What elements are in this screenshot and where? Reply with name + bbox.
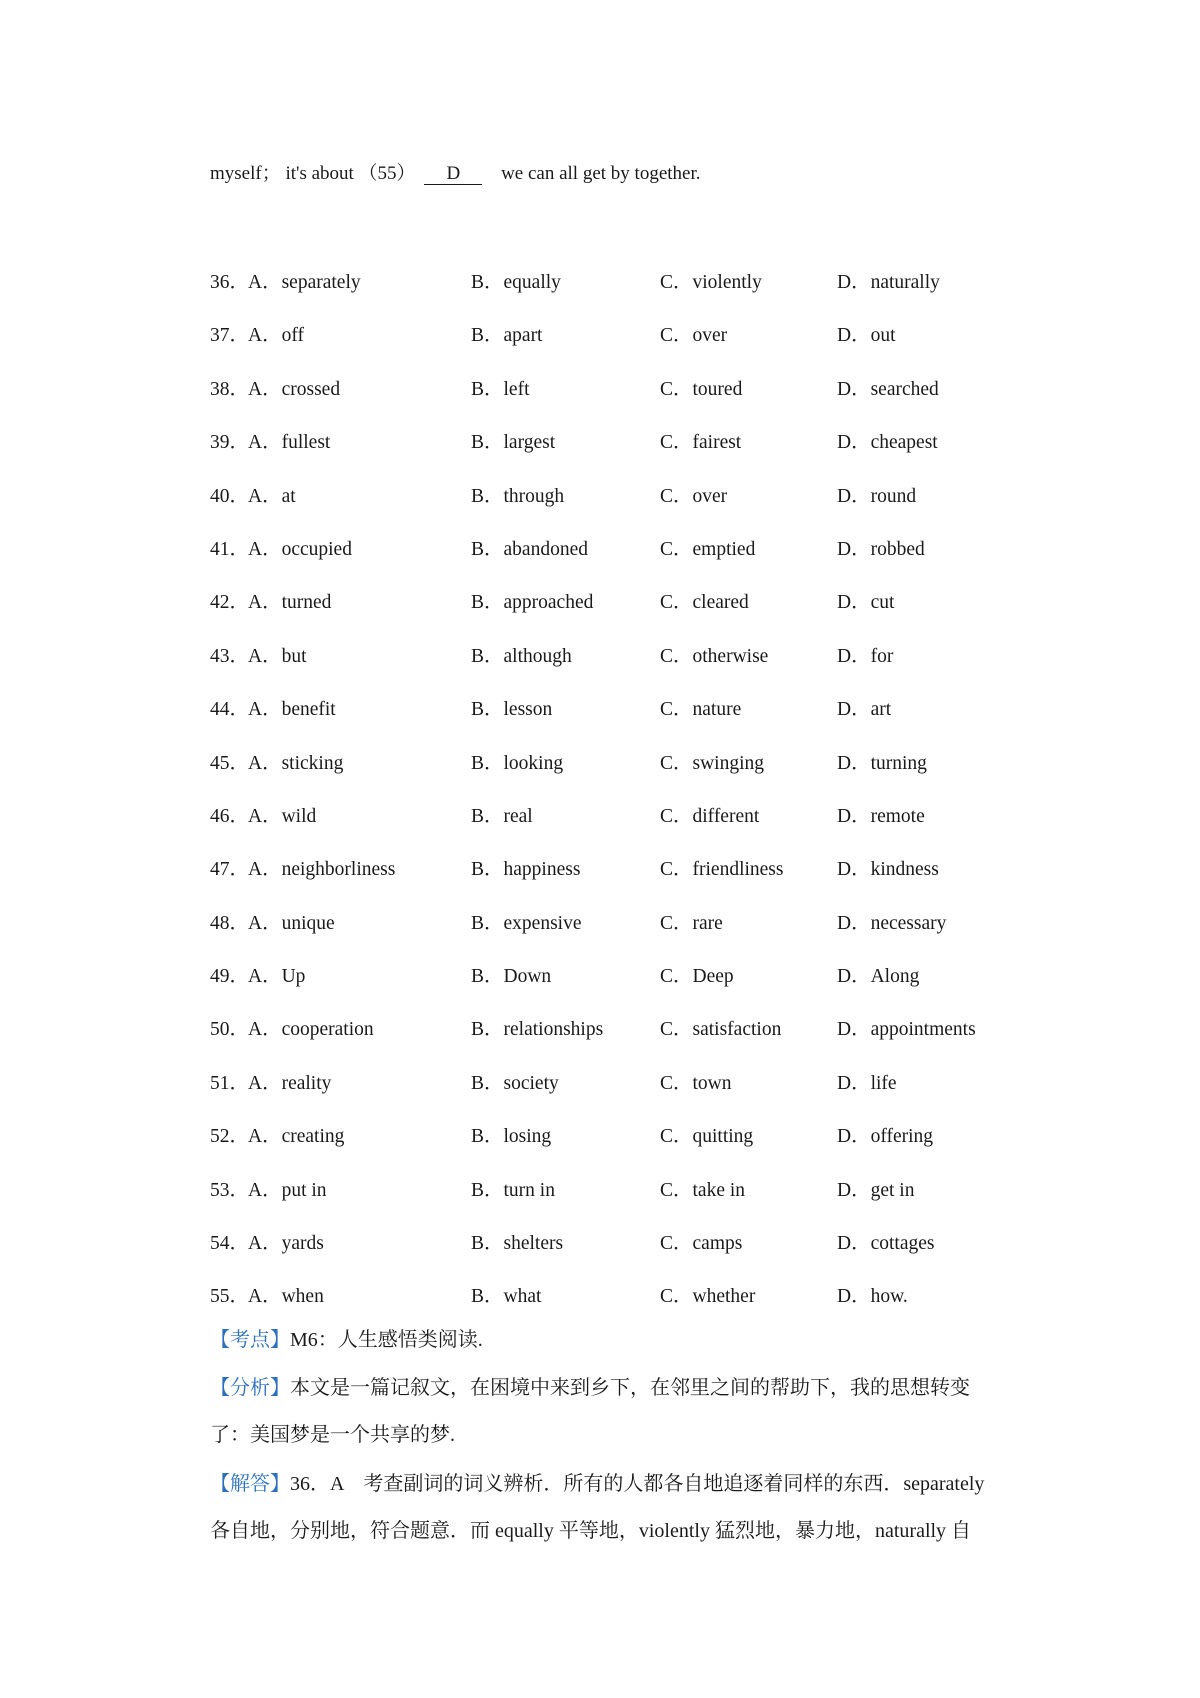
option-b: B．society	[471, 1072, 559, 1094]
question-number: 55．	[210, 1286, 250, 1308]
fenxi-line-1: 本文是一篇记叙文，在困境中来到乡下，在邻里之间的帮助下，我的思想转变	[290, 1377, 970, 1399]
option-b: B．turn in	[471, 1179, 555, 1201]
jieda-line-2: 各自地，分别地，符合题意．而 equally 平等地，violently 猛烈地，暴力地，naturally 自	[210, 1520, 972, 1542]
option-d: D．how.	[837, 1286, 908, 1308]
option-a: A．put in	[248, 1179, 327, 1201]
option-a: A．occupied	[248, 538, 352, 560]
option-b: B．looking	[471, 752, 564, 774]
fenxi-line-2: 了：美国梦是一个共享的梦.	[210, 1424, 455, 1446]
option-b: B．largest	[471, 432, 556, 454]
option-c: C．different	[660, 805, 760, 827]
option-c: C．quitting	[660, 1126, 754, 1148]
option-c: C．over	[660, 485, 728, 507]
option-b: B．Down	[471, 966, 552, 988]
option-d: D．cheapest	[837, 432, 938, 454]
option-d: D．robbed	[837, 538, 925, 560]
jieda-tag: 【解答】	[210, 1473, 290, 1495]
option-c: C．whether	[660, 1286, 756, 1308]
option-a: A．wild	[248, 805, 317, 827]
option-b: B．abandoned	[471, 538, 588, 560]
kaodian-tag: 【考点】	[210, 1329, 290, 1351]
question-number: 45．	[210, 752, 250, 774]
option-d: D．Along	[837, 966, 920, 988]
option-d: D．out	[837, 325, 896, 347]
option-a: A．off	[248, 325, 304, 347]
option-b: B．what	[471, 1286, 542, 1308]
option-c: C．town	[660, 1072, 732, 1094]
kaodian-section	[210, 1317, 1030, 1364]
question-number: 54．	[210, 1233, 250, 1255]
option-c: C．rare	[660, 912, 723, 934]
passage-text-prefix: myself； it's about （55）	[210, 163, 416, 184]
question-number: 48．	[210, 912, 250, 934]
option-d: D．offering	[837, 1126, 934, 1148]
question-number: 39．	[210, 432, 250, 454]
option-c: C．camps	[660, 1233, 743, 1255]
option-c: C．nature	[660, 699, 742, 721]
option-a: A．turned	[248, 592, 332, 614]
option-b: B．apart	[471, 325, 543, 347]
option-d: D．searched	[837, 378, 939, 400]
option-a: A．sticking	[248, 752, 344, 774]
option-a: A．Up	[248, 966, 306, 988]
option-d: D．cottages	[837, 1233, 935, 1255]
question-number: 47．	[210, 859, 250, 881]
question-number: 38．	[210, 378, 250, 400]
question-number: 50．	[210, 1019, 250, 1041]
passage-text-suffix: we can all get by together.	[501, 163, 701, 184]
option-c: C．over	[660, 325, 728, 347]
option-b: B．through	[471, 485, 565, 507]
option-d: D．art	[837, 699, 892, 721]
option-d: D．naturally	[837, 272, 940, 293]
option-a: A．crossed	[248, 378, 341, 400]
option-a: A．when	[248, 1286, 324, 1308]
option-b: B．shelters	[471, 1233, 564, 1255]
question-number: 42．	[210, 592, 250, 614]
option-d: D．round	[837, 485, 917, 507]
option-d: D．for	[837, 645, 894, 667]
option-d: D．kindness	[837, 859, 939, 881]
question-number: 36．	[210, 272, 250, 293]
option-c: C．fairest	[660, 432, 742, 454]
question-number: 43．	[210, 645, 250, 667]
option-c: C．friendliness	[660, 859, 784, 881]
option-c: C．emptied	[660, 538, 756, 560]
option-d: D．appointments	[837, 1019, 976, 1041]
question-number: 52．	[210, 1126, 250, 1148]
question-number: 49．	[210, 966, 250, 988]
option-a: A．creating	[248, 1126, 345, 1148]
option-b: B．losing	[471, 1126, 552, 1148]
question-number: 40．	[210, 485, 250, 507]
question-number: 46．	[210, 805, 250, 827]
option-a: A．fullest	[248, 432, 331, 454]
option-c: C．toured	[660, 378, 743, 400]
option-d: D．cut	[837, 592, 895, 614]
option-a: A．cooperation	[248, 1019, 374, 1041]
question-number: 44．	[210, 699, 250, 721]
option-c: C．otherwise	[660, 645, 769, 667]
option-c: C．Deep	[660, 966, 734, 988]
question-number: 37．	[210, 325, 250, 347]
option-c: C．swinging	[660, 752, 765, 774]
option-b: B．happiness	[471, 859, 581, 881]
option-b: B．left	[471, 378, 530, 400]
fenxi-section	[210, 1365, 1030, 1459]
option-a: A．reality	[248, 1072, 332, 1094]
option-a: A．neighborliness	[248, 859, 396, 881]
question-number: 51．	[210, 1072, 250, 1094]
option-d: D．life	[837, 1072, 897, 1094]
option-b: B．lesson	[471, 699, 553, 721]
option-b: B．although	[471, 645, 572, 667]
answer-blank-55: D	[424, 164, 482, 185]
option-a: A．benefit	[248, 699, 336, 721]
option-b: B．equally	[471, 272, 561, 293]
option-d: D．get in	[837, 1179, 915, 1201]
option-a: A．at	[248, 485, 296, 507]
option-b: B．real	[471, 805, 533, 827]
option-d: D．turning	[837, 752, 927, 774]
option-b: B．relationships	[471, 1019, 604, 1041]
option-c: C．take in	[660, 1179, 746, 1201]
option-b: B．approached	[471, 592, 594, 614]
kaodian-text: M6：人生感悟类阅读.	[290, 1329, 483, 1351]
option-a: A．yards	[248, 1233, 324, 1255]
option-c: C．violently	[660, 272, 762, 293]
option-d: D．remote	[837, 805, 925, 827]
fenxi-tag: 【分析】	[210, 1377, 290, 1399]
option-c: C．cleared	[660, 592, 749, 614]
jieda-section	[210, 1461, 1030, 1555]
option-b: B．expensive	[471, 912, 582, 934]
question-number: 41．	[210, 538, 250, 560]
option-c: C．satisfaction	[660, 1019, 782, 1041]
option-a: A．unique	[248, 912, 335, 934]
passage-tail-line	[210, 158, 701, 185]
question-number: 53．	[210, 1179, 250, 1201]
jieda-line-1: 36．A 考查副词的词义辨析．所有的人都各自地追逐着同样的东西．separately	[290, 1473, 985, 1495]
option-d: D．necessary	[837, 912, 947, 934]
option-a: A．but	[248, 645, 307, 667]
option-a: A．separately	[248, 272, 361, 293]
